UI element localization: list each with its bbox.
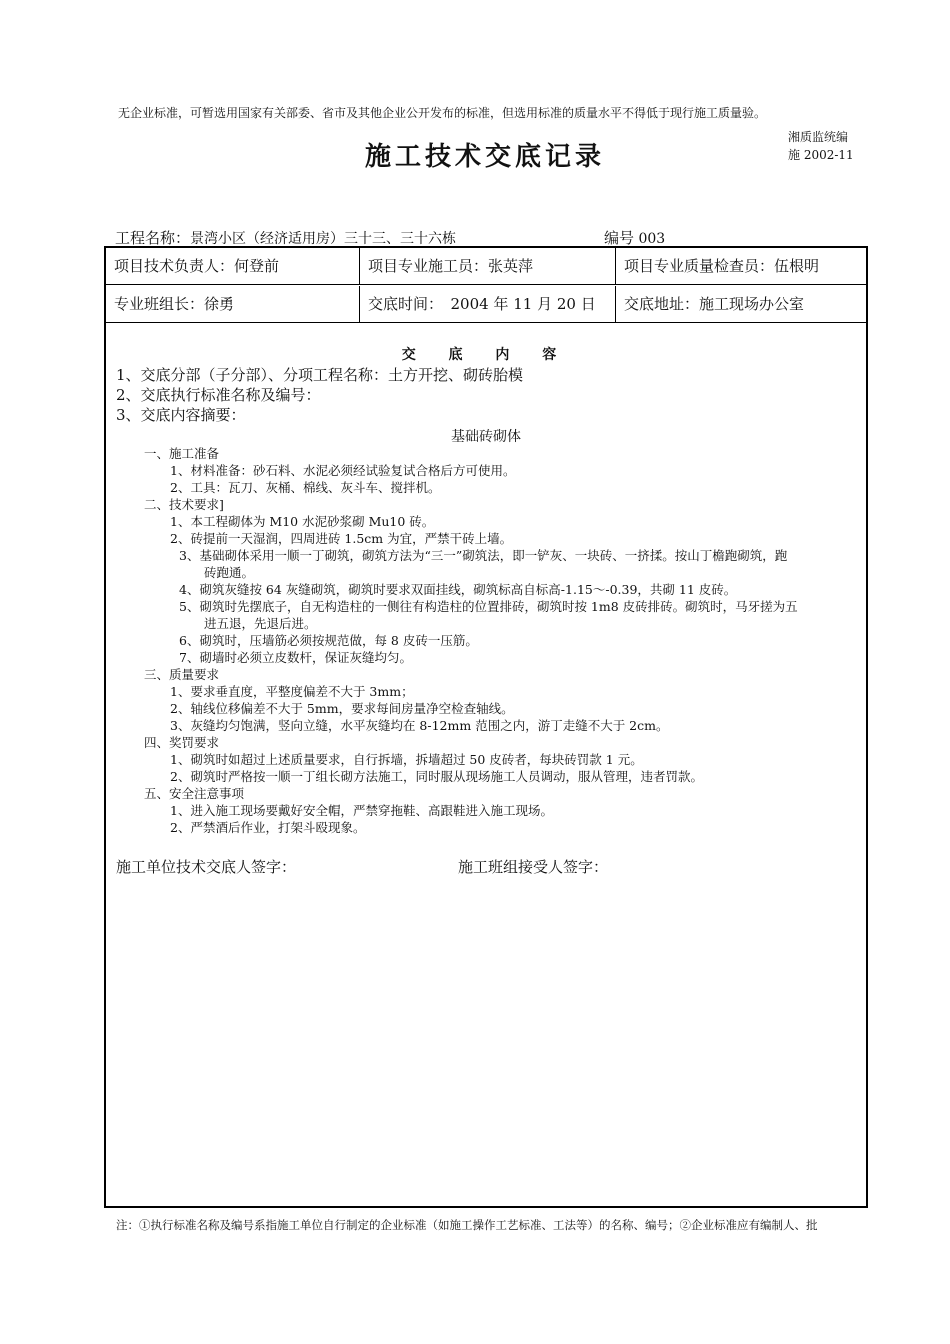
site-engineer-cell: 项目专业施工员：张英萍 xyxy=(360,248,616,285)
form-code-line2: 施 2002-11 xyxy=(788,148,854,162)
content-heading: 交 底 内 容 xyxy=(401,347,571,363)
form-code-line1: 湘质监统编 xyxy=(788,130,849,144)
content-line: 2、工具：瓦刀、灰桶、棉线、灰斗车、搅拌机。 xyxy=(170,480,441,495)
content-item: 1、交底分部（子分部）、分项工程名称：土方开挖、砌砖胎模 xyxy=(116,366,524,384)
content-line: 6、砌筑时，压墙筋必须按规范做，每 8 皮砖一压筋。 xyxy=(179,633,478,648)
record-table xyxy=(104,246,868,1208)
footnote: 注：①执行标准名称及编号系指施工单位自行制定的企业标准（如施工操作工艺标准、工法等）的名称、编号；②企业标准应有编制人、批 xyxy=(116,1218,818,1232)
section-heading: 一、施工准备 xyxy=(144,446,220,461)
header-row xyxy=(106,248,866,285)
content-line: 2、严禁酒后作业，打架斗殴现象。 xyxy=(170,820,366,835)
team-receiver-signature: 施工班组接受人签字： xyxy=(458,858,609,876)
content-item: 2、交底执行标准名称及编号： xyxy=(116,386,321,404)
project-name-line xyxy=(115,227,456,248)
content-line: 4、砌筑灰缝按 64 灰缝砌筑，砌筑时要求双面挂线，砌筑标高自标高-1.15～-0.39，共砌 11 皮砖。 xyxy=(179,582,737,597)
content-subtitle: 基础砖砌体 xyxy=(451,429,521,445)
content-line: 1、材料准备：砂石料、水泥必须经试验复试合格后方可使用。 xyxy=(170,463,516,478)
briefing-time-cell: 交底时间： 2004 年 11 月 20 日 xyxy=(360,286,616,323)
content-line: 2、轴线位移偏差不大于 5mm，要求每间房量净空检查轴线。 xyxy=(170,701,514,716)
project-name-label: 工程名称： xyxy=(115,229,191,247)
content-item: 3、交底内容摘要： xyxy=(116,406,246,424)
tech-lead-cell: 项目技术负责人：何登前 xyxy=(106,248,360,285)
content-line: 1、要求垂直度，平整度偏差不大于 3mm； xyxy=(170,684,414,699)
content-line: 砖跑通。 xyxy=(204,565,255,580)
section-heading: 五、安全注意事项 xyxy=(144,786,245,801)
content-line: 5、砌筑时先摆底子，自无构造柱的一侧往有构造柱的位置排砖，砌筑时按 1m8 皮砖排砖。砌筑时，马牙搓为五 xyxy=(179,599,798,614)
header-row xyxy=(106,286,866,323)
quality-inspector-cell: 项目专业质量检查员：伍根明 xyxy=(624,257,820,275)
content-line: 7、砌墙时必须立皮数杆，保证灰缝均匀。 xyxy=(179,650,412,665)
content-line: 2、砖提前一天湿润，四周进砖 1.5cm 为宜，严禁干砖上墙。 xyxy=(170,531,513,546)
page-title: 施工技术交底记录 xyxy=(364,142,605,172)
record-number-label: 编号 xyxy=(604,229,635,247)
record-number-line xyxy=(604,227,665,248)
content-line: 1、砌筑时如超过上述质量要求，自行拆墙，拆墙超过 50 皮砖者，每块砖罚款 1 元。 xyxy=(170,752,643,767)
project-name-value: 景湾小区（经济适用房）三十三、三十六栋 xyxy=(190,231,457,247)
team-leader-cell: 专业班组长：徐勇 xyxy=(106,286,360,323)
content-line: 3、灰缝均匀饱满，竖向立缝，水平灰缝均在 8-12mm 范围之内，游丁走缝不大于 2cm。 xyxy=(170,718,669,733)
top-note: 无企业标准，可暂选用国家有关部委、省市及其他企业公开发布的标准，但选用标准的质量水平不得低于现行施工质量验。 xyxy=(118,106,767,120)
content-line: 进五退，先退后进。 xyxy=(204,616,317,631)
content-line: 2、砌筑时严格按一顺一丁组长砌方法施工，同时服从现场施工人员调动，服从管理，违者罚款。 xyxy=(170,769,703,784)
section-heading: 二、技术要求] xyxy=(144,497,224,512)
technical-briefer-signature: 施工单位技术交底人签字： xyxy=(116,858,297,876)
section-heading: 四、奖罚要求 xyxy=(144,735,220,750)
content-line: 1、本工程砌体为 M10 水泥砂浆砌 Mu10 砖。 xyxy=(170,514,435,529)
record-number-value: 003 xyxy=(638,231,666,247)
section-heading: 三、质量要求 xyxy=(144,667,220,682)
content-line: 3、基础砌体采用一顺一丁砌筑，砌筑方法为“三一”砌筑法，即一铲灰、一块砖、一挤揉。按山丁檐跑砌筑，跑 xyxy=(179,548,788,563)
briefing-location-cell: 交底地址：施工现场办公室 xyxy=(624,295,805,313)
content-line: 1、进入施工现场要戴好安全帽，严禁穿拖鞋、高跟鞋进入施工现场。 xyxy=(170,803,553,818)
